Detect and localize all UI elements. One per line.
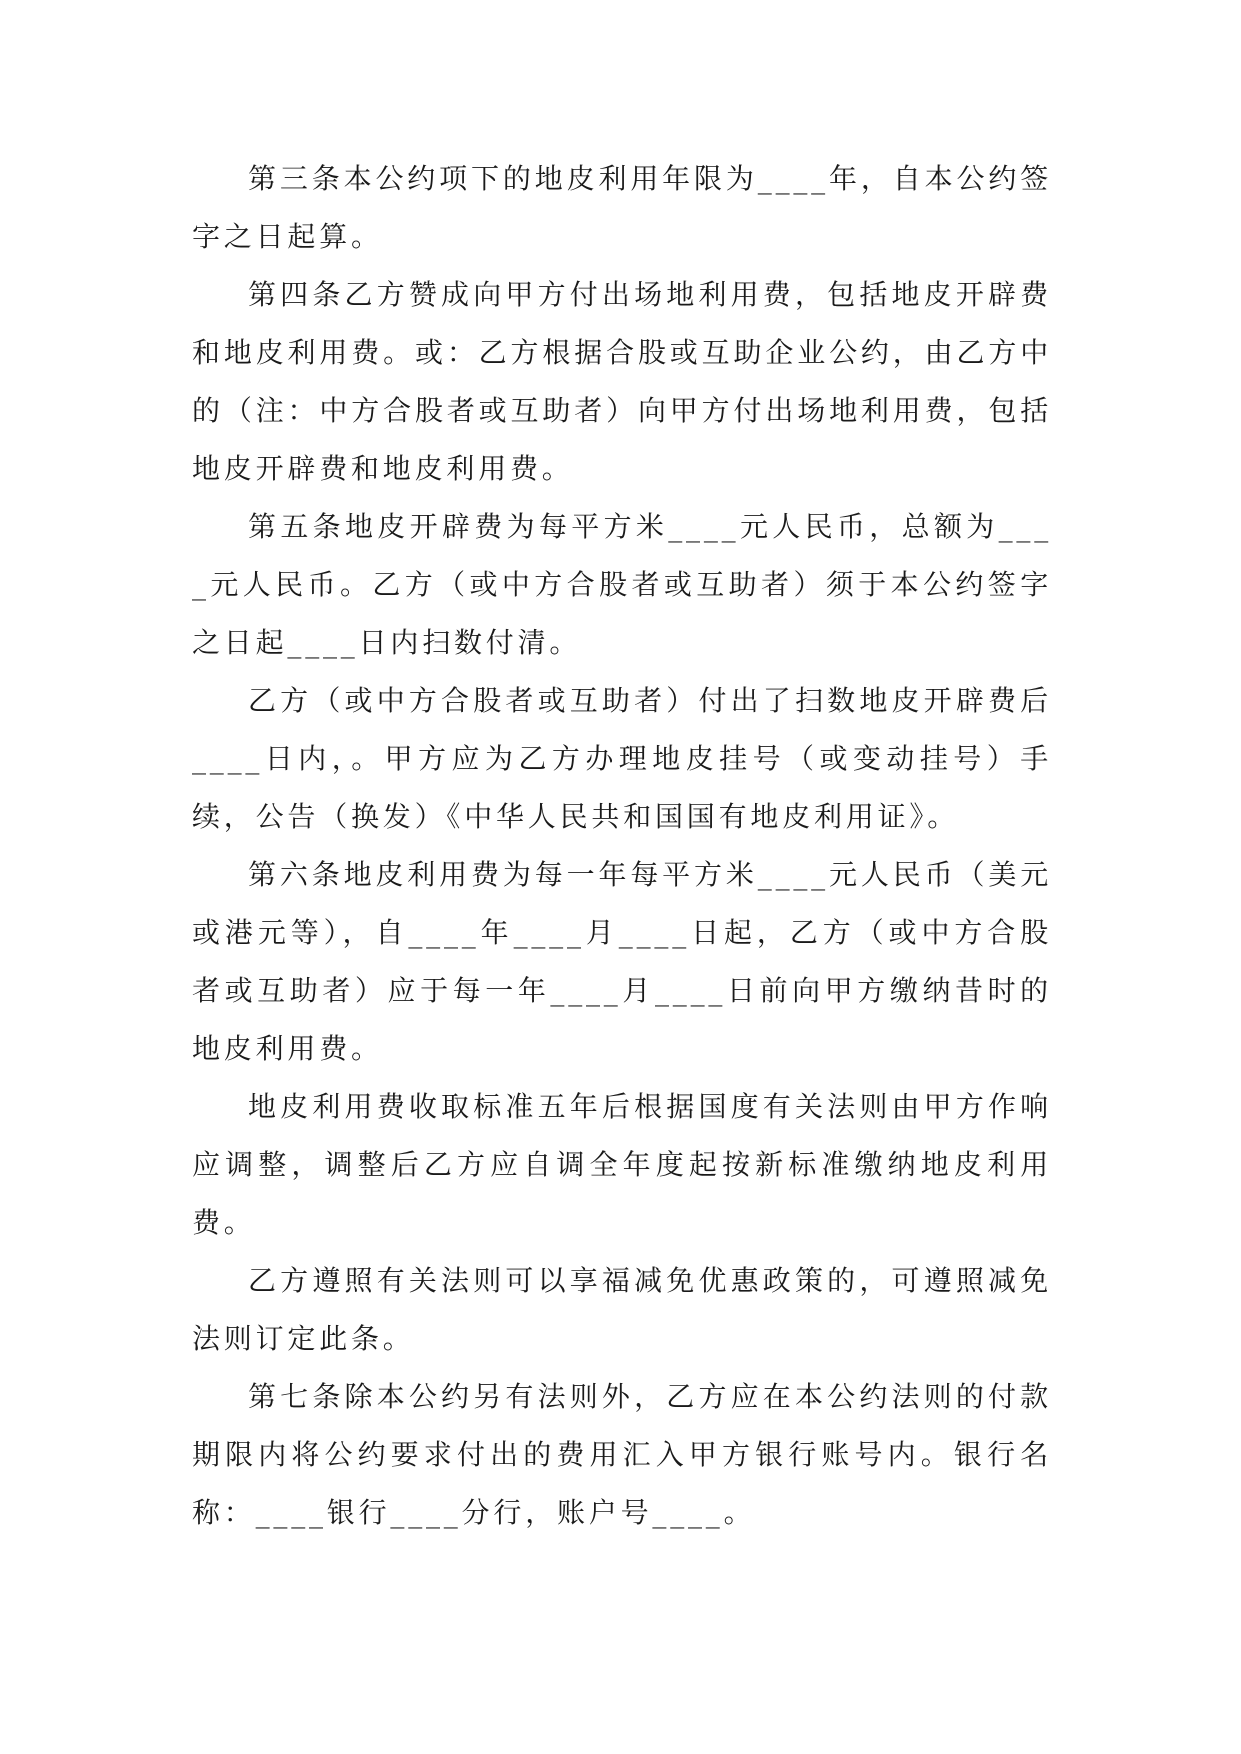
paragraph-article-5-registration: 乙方（或中方合股者或互助者）付出了扫数地皮开辟费后____日内，。甲方应为乙方办理地皮挂号（或变动挂号）手续，公告（换发）《中华人民共和国国有地皮利用证》。 <box>192 684 1052 833</box>
document-body <box>192 150 1052 1542</box>
paragraph-article-6-exemption: 乙方遵照有关法则可以享福减免优惠政策的，可遵照减免法则订定此条。 <box>192 1264 1052 1355</box>
paragraph-article-4: 第四条乙方赞成向甲方付出场地利用费，包括地皮开辟费和地皮利用费。或：乙方根据合股或互助企业公约，由乙方中的（注：中方合股者或互助者）向甲方付出场地利用费，包括地皮开辟费和地皮利用费。 <box>192 278 1052 485</box>
paragraph-article-5: 第五条地皮开辟费为每平方米____元人民币，总额为____元人民币。乙方（或中方合股者或互助者）须于本公约签字之日起____日内扫数付清。 <box>192 510 1052 659</box>
paragraph-article-3: 第三条本公约项下的地皮利用年限为____年，自本公约签字之日起算。 <box>192 162 1052 253</box>
paragraph-article-6: 第六条地皮利用费为每一年每平方米____元人民币（美元或港元等），自____年____月____日起，乙方（或中方合股者或互助者）应于每一年____月____日前向甲方缴纳昔时的地皮利用费。 <box>192 858 1052 1065</box>
paragraph-article-6-adjustment: 地皮利用费收取标准五年后根据国度有关法则由甲方作响应调整，调整后乙方应自调全年度起按新标准缴纳地皮利用费。 <box>192 1090 1052 1239</box>
paragraph-article-7: 第七条除本公约另有法则外，乙方应在本公约法则的付款期限内将公约要求付出的费用汇入甲方银行账号内。银行名称：____银行____分行，账户号____。 <box>192 1380 1052 1529</box>
